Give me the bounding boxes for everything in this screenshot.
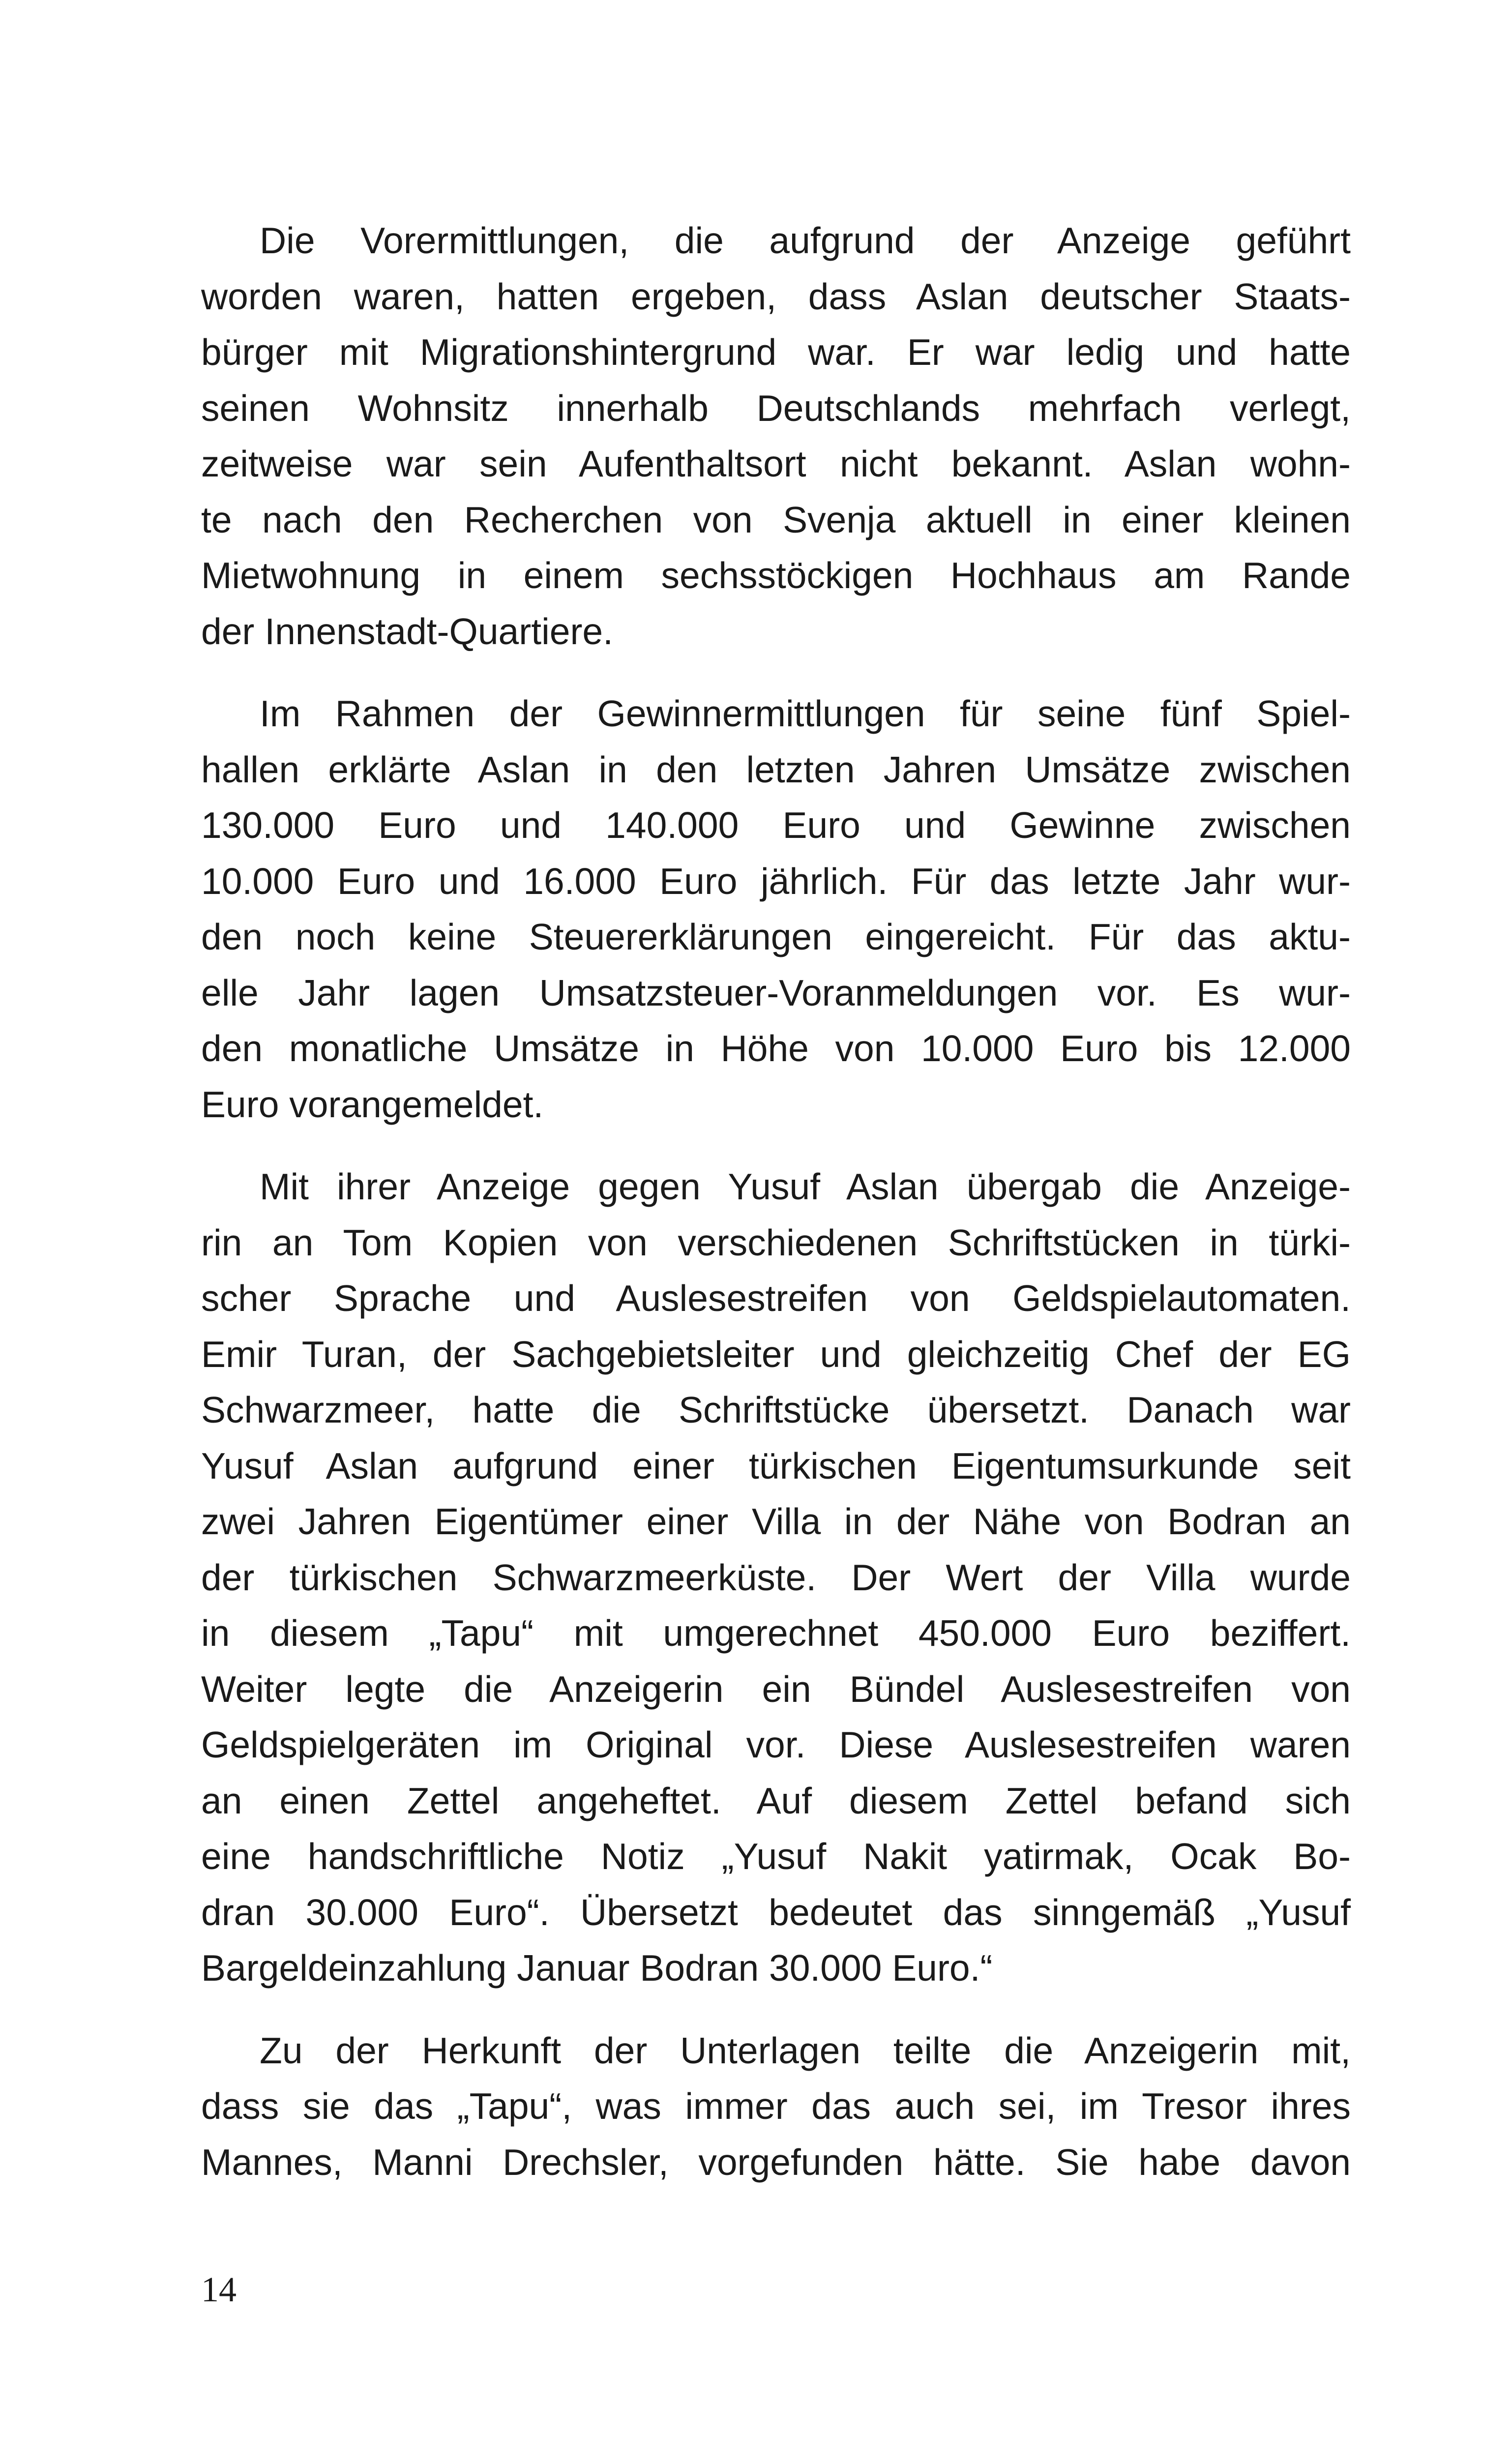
text-line: den noch keine Steuererklärungen eingereicht. Für das aktu- — [201, 916, 1351, 957]
text-line: 130.000 Euro und 140.000 Euro und Gewinne zwischen — [201, 804, 1351, 846]
text-line: zwei Jahren Eigentümer einer Villa in der Nähe von Bodran an — [201, 1501, 1351, 1542]
text-line: scher Sprache und Auslesestreifen von Geldspielautomaten. — [201, 1278, 1351, 1319]
text-line: den monatliche Umsätze in Höhe von 10.000 Euro bis 12.000 — [201, 1028, 1351, 1069]
text-line: Mietwohnung in einem sechsstöckigen Hochhaus am Rande — [201, 555, 1351, 596]
text-line: Schwarzmeer, hatte die Schriftstücke übersetzt. Danach war — [201, 1389, 1351, 1430]
text-line: dran 30.000 Euro“. Übersetzt bedeutet das sinngemäß „Yusuf — [201, 1891, 1351, 1933]
paragraph-4 — [201, 2023, 1351, 2191]
text-line: zeitweise war sein Aufenthaltsort nicht bekannt. Aslan wohn- — [201, 443, 1351, 484]
text-line: seinen Wohnsitz innerhalb Deutschlands mehrfach verlegt, — [201, 387, 1351, 429]
text-line: Weiter legte die Anzeigerin ein Bündel Auslesestreifen von — [201, 1668, 1351, 1710]
text-line: Die Vorermittlungen, die aufgrund der Anzeige geführt — [260, 220, 1351, 261]
text-line: elle Jahr lagen Umsatzsteuer-Voranmeldungen vor. Es wur- — [201, 972, 1351, 1013]
text-line: Emir Turan, der Sachgebietsleiter und gleichzeitig Chef der EG — [201, 1333, 1351, 1375]
text-line: Im Rahmen der Gewinnermittlungen für seine fünf Spiel- — [260, 693, 1351, 734]
text-line: dass sie das „Tapu“, was immer das auch sei, im Tresor ihres — [201, 2085, 1351, 2127]
text-line: der türkischen Schwarzmeerküste. Der Wert der Villa wurde — [201, 1556, 1351, 1598]
page-number: 14 — [201, 2270, 237, 2309]
paragraph-2 — [201, 686, 1351, 1132]
text-line: Euro vorangemeldet. — [201, 1083, 544, 1125]
text-line: Mit ihrer Anzeige gegen Yusuf Aslan übergab die Anzeige- — [260, 1166, 1351, 1207]
text-line: rin an Tom Kopien von verschiedenen Schriftstücken in türki- — [201, 1221, 1351, 1263]
text-line: Mannes, Manni Drechsler, vorgefunden hätte. Sie habe davon — [201, 2141, 1351, 2183]
paragraph-3 — [201, 1159, 1351, 1996]
text-line: Bargeldeinzahlung Januar Bodran 30.000 Euro.“ — [201, 1947, 993, 1989]
text-line: bürger mit Migrationshintergrund war. Er war ledig und hatte — [201, 331, 1351, 373]
text-line: hallen erklärte Aslan in den letzten Jahren Umsätze zwischen — [201, 748, 1351, 790]
text-line: Yusuf Aslan aufgrund einer türkischen Eigentumsurkunde seit — [201, 1445, 1351, 1487]
body-text — [201, 213, 1351, 2190]
text-line: worden waren, hatten ergeben, dass Aslan deutscher Staats- — [201, 275, 1351, 317]
text-line: der Innenstadt-Quartiere. — [201, 610, 613, 652]
text-line: te nach den Recherchen von Svenja aktuell in einer kleinen — [201, 499, 1351, 540]
text-line: 10.000 Euro und 16.000 Euro jährlich. Für das letzte Jahr wur- — [201, 860, 1351, 902]
text-line: Zu der Herkunft der Unterlagen teilte die Anzeigerin mit, — [260, 2029, 1351, 2071]
text-line: in diesem „Tapu“ mit umgerechnet 450.000 Euro beziffert. — [201, 1612, 1351, 1654]
text-line: an einen Zettel angeheftet. Auf diesem Zettel befand sich — [201, 1780, 1351, 1821]
text-line: eine handschriftliche Notiz „Yusuf Nakit yatirmak, Ocak Bo- — [201, 1836, 1351, 1877]
text-line: Geldspielgeräten im Original vor. Diese Auslesestreifen waren — [201, 1724, 1351, 1765]
paragraph-1 — [201, 213, 1351, 659]
